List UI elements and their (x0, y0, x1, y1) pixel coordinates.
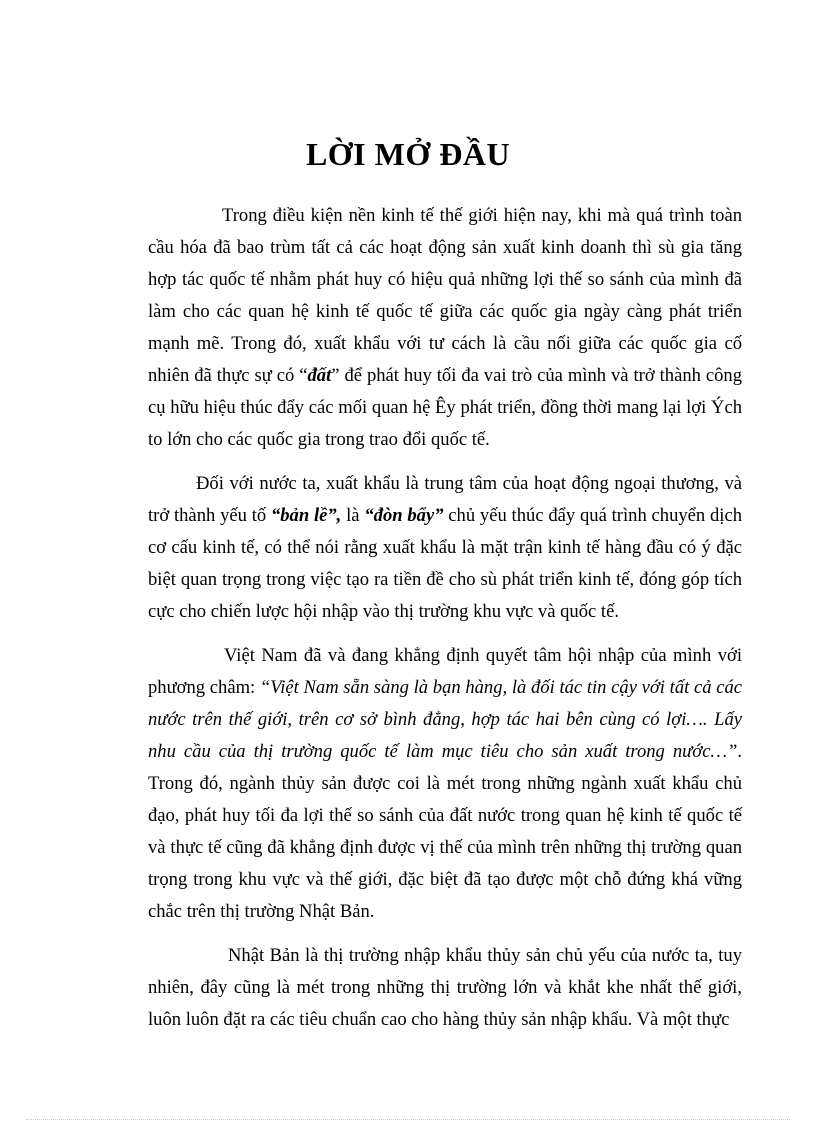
paragraph-1-emphasis: đất (307, 365, 332, 386)
paragraph-1 (148, 200, 742, 456)
paragraph-2-after: chủ yếu thúc đẩy quá trình chuyển dịch cơ cấu kinh tế, có thể nói rằng xuất khẩu là mặt trận kinh tế hàng đầu có ý đặc biệt quan trọng trong việc tạo ra tiền đề cho sù phát triển kinh tế, đóng góp tích cực cho chiến lược hội nhập vào thị trường khu vực và quốc tế. (148, 505, 743, 622)
page-bottom-divider (26, 1119, 790, 1120)
paragraph-2-emphasis-1: “bản lề”, (270, 505, 342, 526)
paragraph-3-before: Việt Nam đã và đang khẳng định quyết tâm hội nhập của mình với phương châm: (148, 645, 742, 698)
paragraph-2 (148, 468, 742, 628)
paragraph-3 (148, 640, 742, 928)
paragraph-4 (148, 940, 742, 1036)
paragraph-2-emphasis-2: “đòn bẩy” (364, 505, 444, 526)
paragraph-3-quote: “Việt Nam sẵn sàng là bạn hàng, là đối tác tin cậy với tất cả các nước trên thế giới, trên cơ sở bình đẳng, hợp tác hai bên cùng có lợi…. Lấy nhu cầu của thị trường quốc tế làm mục tiêu cho sản xuất trong nước…” (148, 677, 742, 762)
paragraph-2-mid: là (341, 505, 365, 526)
paragraph-3-after: . Trong đó, ngành thủy sản được coi là mét trong những ngành xuất khẩu chủ đạo, phát huy tối đa lợi thế so sánh của đất nước trong quan hệ kinh tế quốc tế và thực tế cũng đã khẳng định được vị thế của mình trên những thị trường quan trọng trong khu vực và thế giới, đặc biệt đã tạo được một chỗ đứng khá vững chắc trên thị trường Nhật Bản. (148, 741, 742, 922)
page-title: LỜI MỞ ĐẦU (305, 136, 511, 172)
paragraph-4-text: Nhật Bản là thị trường nhập khẩu thủy sản chủ yếu của nước ta, tuy nhiên, đây cũng là mét trong những thị trường lớn và khắt khe nhất thế giới, luôn luôn đặt ra các tiêu chuẩn cao cho hàng thủy sản nhập khẩu. Và một thực (148, 945, 742, 1030)
paragraph-1-after: ” để phát huy tối đa vai trò của mình và trở thành công cụ hữu hiệu thúc đẩy các mối quan hệ Êy phát triển, đồng thời mang lại lợi Ých to lớn cho các quốc gia trong trao đổi quốc tế. (148, 365, 743, 450)
paragraph-1-text: Trong điều kiện nền kinh tế thế giới hiện nay, khi mà quá trình toàn cầu hóa đã bao trùm tất cả các hoạt động sản xuất kinh doanh thì sù gia tăng hợp tác quốc tế nhằm phát huy có hiệu quả những lợi thế so sánh của mình đã làm cho các quan hệ kinh tế quốc tế giữa các quốc gia ngày càng phát triển mạnh mẽ. Trong đó, xuất khẩu với tư cách là cầu nối giữa các quốc gia cố nhiên đã thực sự có “ (148, 205, 742, 386)
document-body (148, 200, 742, 1048)
paragraph-2-before: Đối với nước ta, xuất khẩu là trung tâm của hoạt động ngoại thương, và trở thành yếu tố (148, 473, 742, 526)
